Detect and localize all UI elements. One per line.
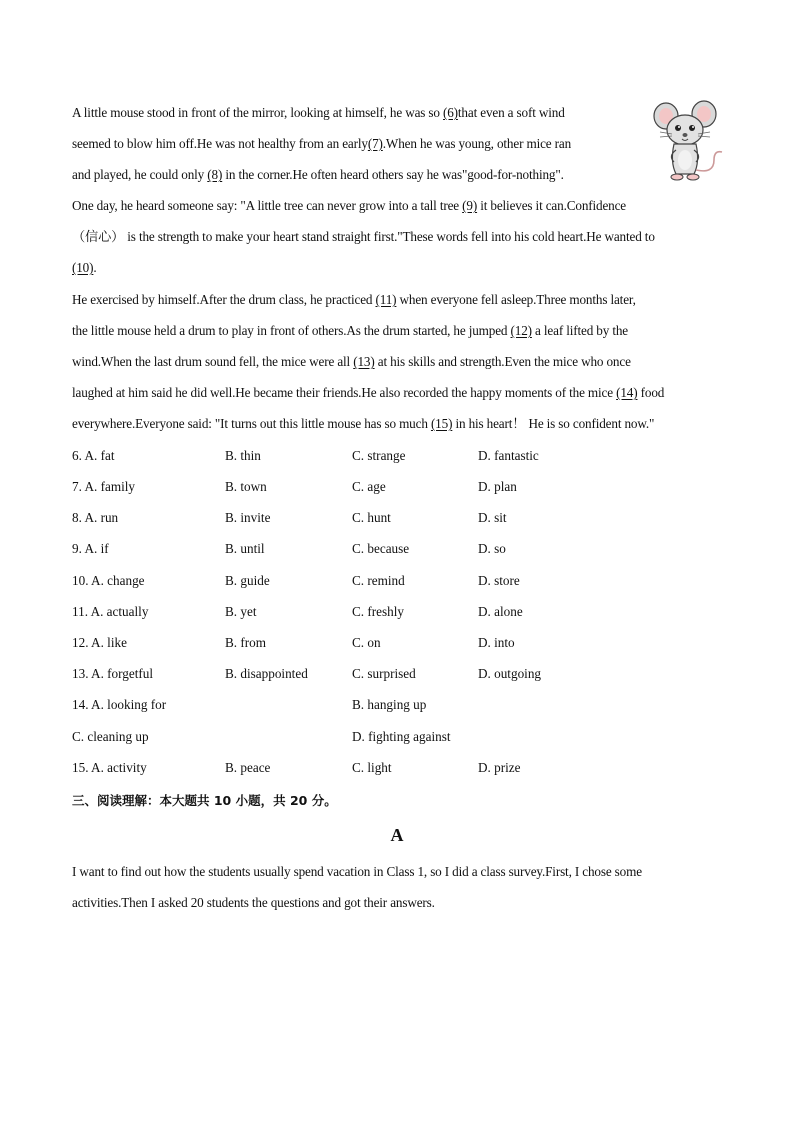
option-b[interactable]: B. until <box>225 541 265 556</box>
passage-line: and played, he could only (8) in the corner.He often heard others say he was"good-for-nothing". <box>72 167 564 182</box>
option-c[interactable]: C. remind <box>352 573 405 588</box>
option-c[interactable]: C. light <box>352 760 392 775</box>
blank-11[interactable]: (11) <box>375 292 397 307</box>
option-a[interactable]: 10. A. change <box>72 573 145 588</box>
passage-line: wind.When the last drum sound fell, the mice were all (13) at his skills and strength.Even the mice who once <box>72 354 631 369</box>
option-a[interactable]: 14. A. looking for <box>72 697 167 712</box>
option-c[interactable]: C. because <box>352 541 410 556</box>
option-b[interactable]: B. yet <box>225 604 257 619</box>
option-c[interactable]: C. on <box>352 635 381 650</box>
option-c[interactable]: C. strange <box>352 448 406 463</box>
passage-line: （信心） is the strength to make your heart stand straight first."These words fell into his cold heart.He wanted to <box>72 229 655 244</box>
blank-7[interactable]: (7) <box>367 136 383 151</box>
passage-line: the little mouse held a drum to play in front of others.As the drum started, he jumped (12) a leaf lifted by the <box>72 323 628 338</box>
blank-6[interactable]: (6) <box>442 105 458 120</box>
option-b[interactable]: B. disappointed <box>225 666 308 681</box>
option-d[interactable]: D. alone <box>478 604 523 619</box>
option-d[interactable]: D. store <box>478 573 520 588</box>
option-a[interactable]: 11. A. actually <box>72 604 149 619</box>
mouse-illustration <box>652 100 728 186</box>
option-a[interactable]: 7. A. family <box>72 479 136 494</box>
option-d[interactable]: D. fantastic <box>478 448 539 463</box>
option-b[interactable]: B. guide <box>225 573 270 588</box>
reading-intro-line: activities.Then I asked 20 students the questions and got their answers. <box>72 895 435 910</box>
passage-line: everywhere.Everyone said: "It turns out this little mouse has so much (15) in his heart！ He is so confident now." <box>72 416 655 431</box>
option-c[interactable]: C. hunt <box>352 510 391 525</box>
option-a[interactable]: 6. A. fat <box>72 448 115 463</box>
section-title: 三、阅读理解：本大题共 10 小题，共 20 分。 <box>72 793 337 808</box>
blank-8[interactable]: (8) <box>207 167 223 182</box>
blank-10[interactable]: (10) <box>72 260 94 275</box>
option-b[interactable]: B. town <box>225 479 267 494</box>
option-d[interactable]: D. outgoing <box>478 666 542 681</box>
option-d[interactable]: D. fighting against <box>352 729 451 744</box>
option-c[interactable]: C. age <box>352 479 386 494</box>
option-d[interactable]: D. into <box>478 635 515 650</box>
option-b[interactable]: B. invite <box>225 510 271 525</box>
option-a[interactable]: 15. A. activity <box>72 760 147 775</box>
passage-line: laughed at him said he did well.He became their friends.He also recorded the happy moments of the mice (14) food <box>72 385 665 400</box>
option-c[interactable]: C. freshly <box>352 604 405 619</box>
option-c[interactable]: C. surprised <box>352 666 416 681</box>
blank-15[interactable]: (15) <box>430 416 453 431</box>
reading-heading: A <box>390 825 404 845</box>
option-a[interactable]: 12. A. like <box>72 635 127 650</box>
passage-line: seemed to blow him off.He was not healthy from an early(7).When he was young, other mice ran <box>72 136 572 151</box>
blank-13[interactable]: (13) <box>353 354 375 369</box>
reading-intro-line: I want to find out how the students usually spend vacation in Class 1, so I did a class survey.First, I chose some <box>72 864 642 879</box>
option-d[interactable]: D. sit <box>478 510 507 525</box>
passage-line: One day, he heard someone say: "A little tree can never grow into a tall tree (9) it believes it can.Confidence <box>72 198 627 213</box>
passage-line: (10). <box>72 260 97 275</box>
option-b[interactable]: B. from <box>225 635 267 650</box>
option-c[interactable]: C. cleaning up <box>72 729 149 744</box>
option-b[interactable]: B. hanging up <box>352 697 427 712</box>
option-d[interactable]: D. plan <box>478 479 517 494</box>
option-b[interactable]: B. peace <box>225 760 271 775</box>
passage-line: A little mouse stood in front of the mirror, looking at himself, he was so (6)that even a soft wind <box>72 105 565 120</box>
blank-14[interactable]: (14) <box>616 385 638 400</box>
option-a[interactable]: 9. A. if <box>72 541 109 556</box>
option-a[interactable]: 8. A. run <box>72 510 119 525</box>
passage-line: He exercised by himself.After the drum class, he practiced (11) when everyone fell asleep.Three months later, <box>72 292 636 307</box>
blank-9[interactable]: (9) <box>462 198 478 213</box>
option-a[interactable]: 13. A. forgetful <box>72 666 154 681</box>
blank-12[interactable]: (12) <box>510 323 532 338</box>
option-b[interactable]: B. thin <box>225 448 261 463</box>
option-d[interactable]: D. prize <box>478 760 521 775</box>
option-d[interactable]: D. so <box>478 541 506 556</box>
